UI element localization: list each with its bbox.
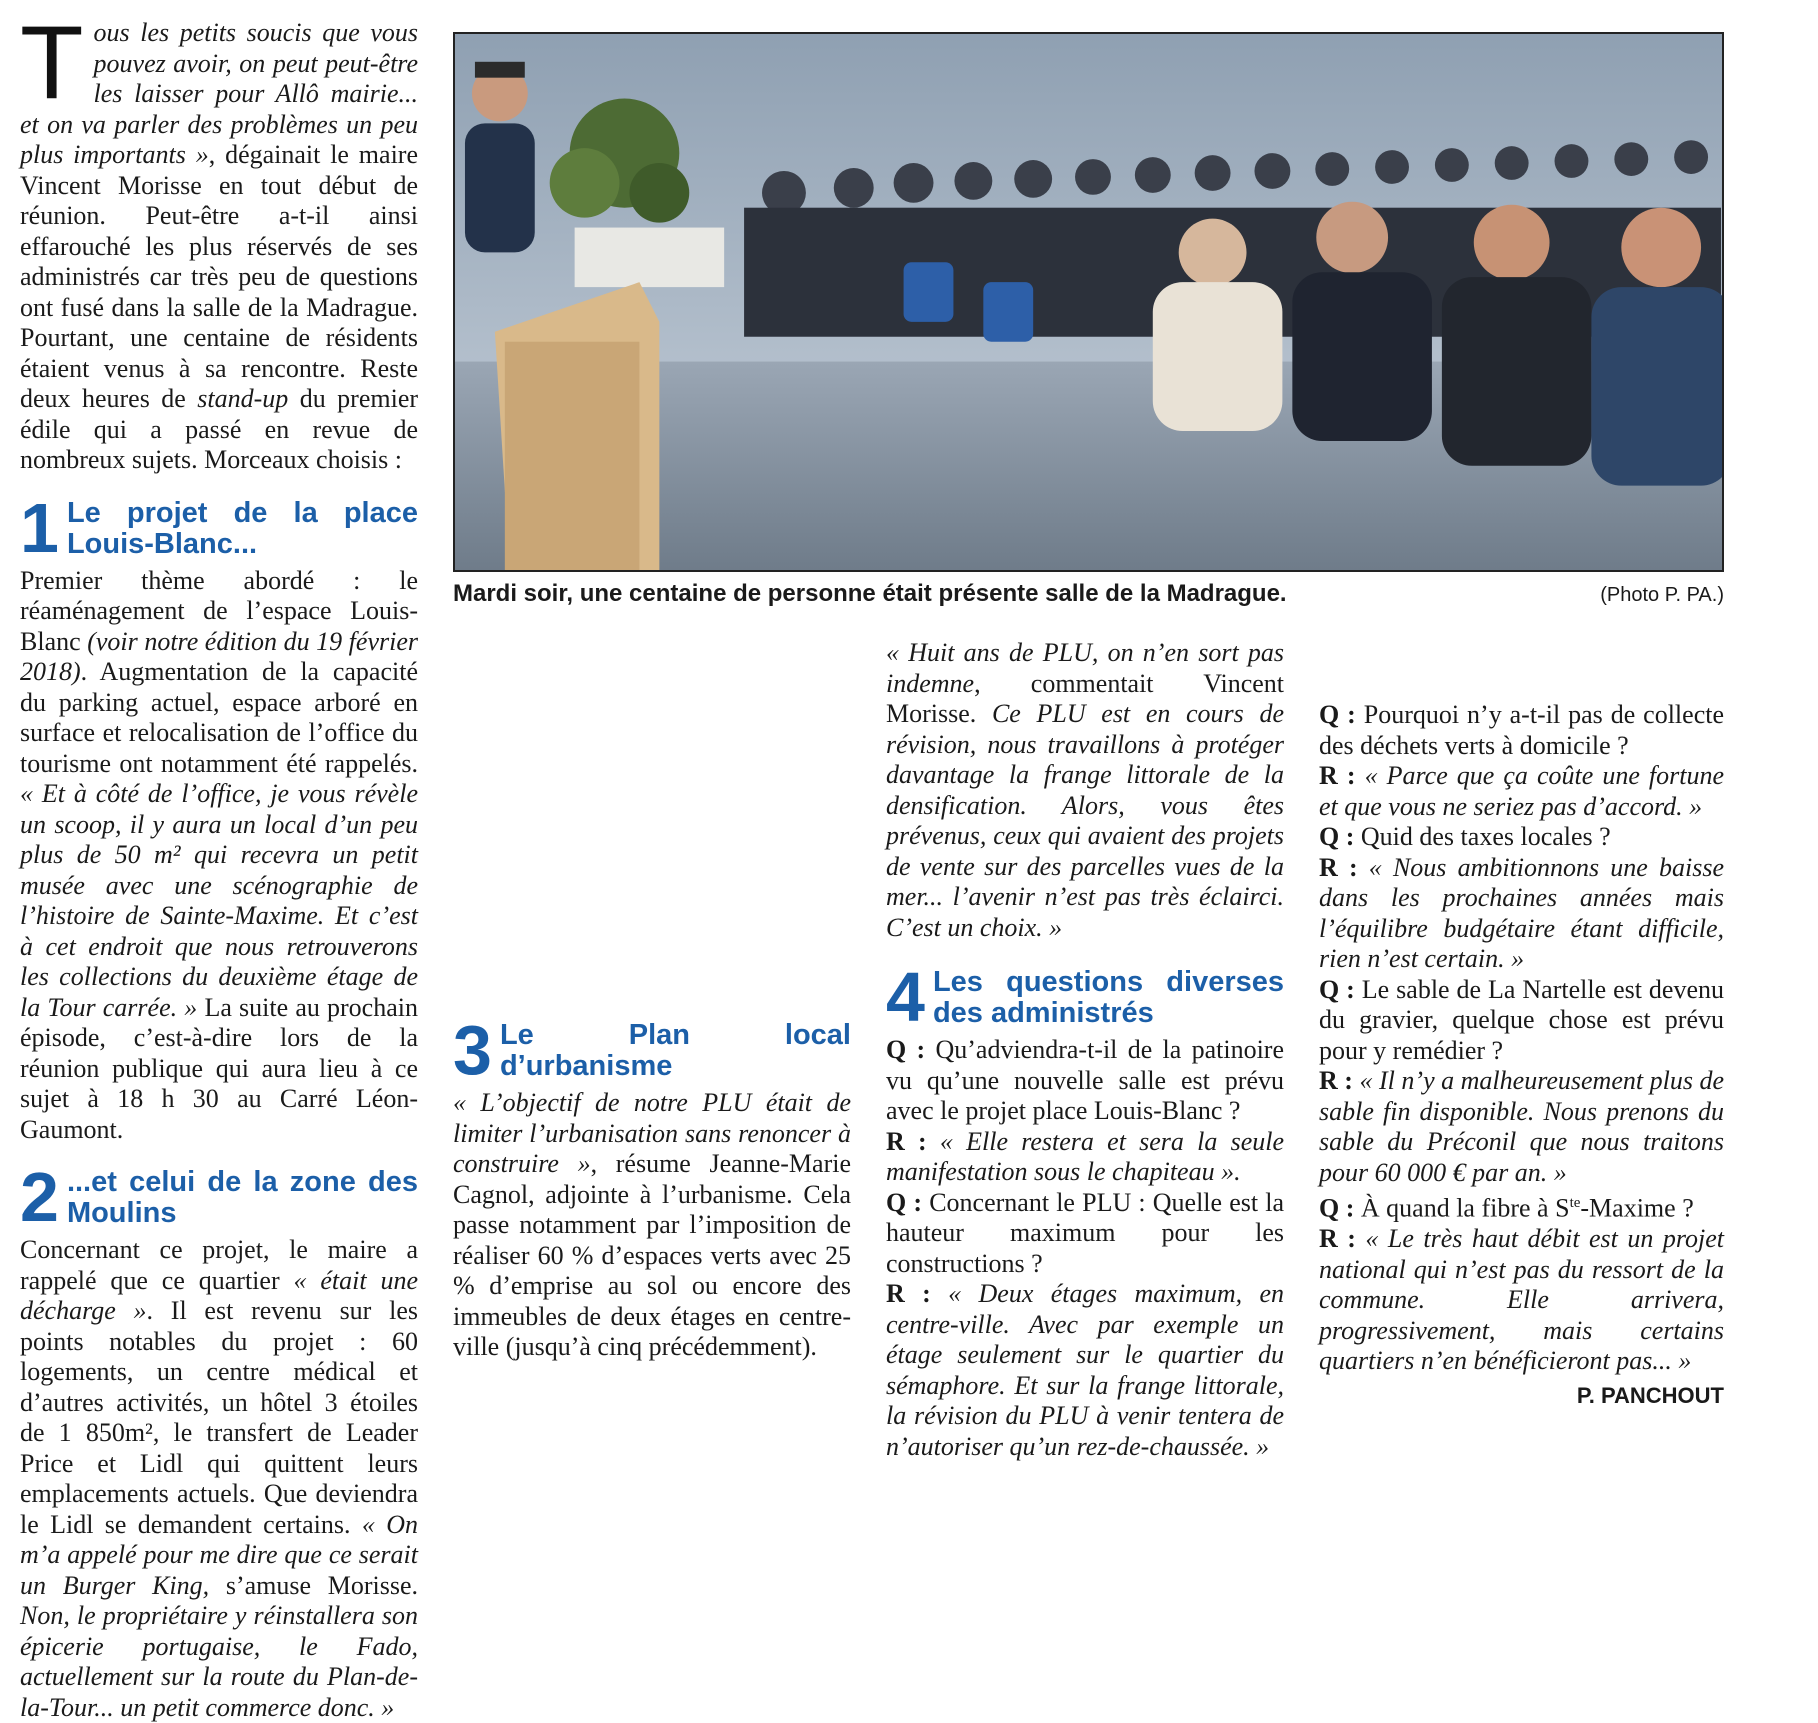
qa-2-question: Q : Concernant le PLU : Quelle est la hauteur maximum pour les constructions ? — [886, 1187, 1285, 1278]
section-1-number: 1 — [20, 488, 59, 567]
section-2-title: ...et celui de la zone des Moulins — [66, 1166, 418, 1229]
column-4 — [1319, 638, 1724, 1411]
drop-cap: T — [20, 5, 84, 121]
qa-1-answer: R : « Elle restera et sera la seule manifestation sous le chapiteau ». — [886, 1126, 1285, 1186]
section-3-body: « L’objectif de notre PLU était de limiter l’urbanisation sans renoncer à construire », résume Jeanne-Marie Cagnol, adjointe à l’urbanisme. Cela passe notamment par l’imposition de réaliser 60 % d’espaces verts avec 25 % d’emprise au sol ou encore des immeubles de deux étages en centre-ville (jusqu’à cinq précédemment). — [453, 1088, 851, 1361]
qa-3-question: Q : Pourquoi n’y a-t-il pas de collecte des déchets verts à domicile ? — [1319, 700, 1724, 760]
photo-caption — [453, 580, 1724, 608]
intro-paragraph: Tous les petits soucis que vous pouvez avoir, on peut peut-être les laisser pour Allô mairie... et on va parler des problèmes un peu plus importants », dégainait le maire Vincent Morisse en tout début de réunion. Peut-être a-t-il ainsi effarouché les plus réservés de ses administrés car très peu de questions ont fusé dans la salle de la Madrague. Pourtant, une centaine de résidents étaient venus à sa rencontre. Reste deux heures de stand-up du premier édile qui a passé en revue de nombreux sujets. Morceaux choisis : — [20, 5, 419, 474]
photo-credit: (Photo P. PA.) — [1600, 584, 1724, 606]
audience-photo-illustration — [455, 34, 1722, 570]
section-2-heading — [20, 1158, 418, 1236]
section-2-body-start: Concernant ce projet, le maire a rappelé que ce quartier « était une décharge ». Il est revenu sur les points notables du projet : 60 logements, un centre médical et d’autres activités, un hôtel 3 étoiles de 1 850m², le transfert de Leader Price et Lidl qui quittent leurs emplacements actuels. Que deviendra le Lidl se demandent certains. « On m’a appelé pour me dire que ce serait un Burger King, s’amuse Morisse. Non, le propriétaire y réinstallera son épicerie portugaise, le Fado, actuellement sur la route du Plan-de-la-Tour... un petit commerce donc. » — [20, 1235, 418, 1722]
qa-4-answer: R : « Nous ambitionnons une baisse dans les prochaines années mais l’équilibre budgétaire étant difficile, rien n’est certain. » — [1319, 852, 1725, 973]
qa-6-question: Q : À quand la fibre à $S^{te}$-Maxime ? — [1319, 1193, 1694, 1223]
column-3 — [886, 638, 1284, 1462]
column-2 — [453, 638, 851, 1363]
section-4-heading — [886, 958, 1284, 1036]
qa-3-answer: R : « Parce que ça coûte une fortune et que vous ne seriez pas d’accord. » — [1319, 761, 1725, 821]
section-1-body: Premier thème abordé : le réaménagement de l’espace Louis-Blanc (voir notre édition du 19 février 2018). Augmentation de la capacité du parking actuel, espace arboré en surface et relocalisation de l’office du tourisme ont notamment été rappelés. « Et à côté de l’office, je vous révèle un scoop, il y aura un local d’un peu plus de 50 m² qui recevra un petit musée avec une scénographie de l’histoire de Sainte-Maxime. Et c’est à cet endroit que nous retrouverons les collections du deuxième étage de la Tour carrée. » La suite au prochain épisode, c’est-à-dire lors de la réunion publique qui aura lieu à ce sujet à 18 h 30 au Carré Léon-Gaumont. — [20, 565, 418, 1144]
qa-5-question: Q : Le sable de La Nartelle est devenu du gravier, quelque chose est prévu pour y remédier ? — [1319, 974, 1724, 1065]
section-3-title: Le Plan local d’urbanisme — [499, 1019, 851, 1082]
section-1-heading — [20, 488, 418, 567]
meeting-photo — [453, 32, 1724, 572]
section-4-title: Les questions diverses des administrés — [932, 966, 1284, 1029]
section-1-title: Le projet de la place Louis-Blanc... — [66, 496, 418, 560]
author-signature: P. PANCHOUT — [1576, 1382, 1724, 1408]
section-2-number: 2 — [20, 1158, 59, 1236]
qa-1-question: Q : Qu’adviendra-t-il de la patinoire vu qu’une nouvelle salle est prévu avec le projet place Louis-Blanc ? — [886, 1035, 1285, 1125]
section-3-quote: « Huit ans de PLU, on n’en sort pas indemne, commentait Vincent Morisse. Ce PLU est en cours de révision, nous travaillons à protéger davantage la frange littorale de la densification. Alors, vous êtes prévenus, ceux qui avaient des projets de vente sur des parcelles vues de la mer... l’avenir n’est pas très éclairci. C’est un choix. » — [886, 638, 1284, 942]
qa-6-answer: R : « Le très haut débit est un projet national qui n’est pas du ressort de la commune. Elle arrivera, progressivement, mais certains quartiers n’en bénéficieront pas... » — [1319, 1224, 1725, 1376]
caption-text: Mardi soir, une centaine de personne était présente salle de la Madrague. — [453, 580, 1287, 607]
qa-5-answer: R : « Il n’y a malheureusement plus de sable fin disponible. Nous prenons du sable du Préconil que nous traitons pour 60 000 € par an. » — [1319, 1066, 1725, 1187]
section-4-number: 4 — [886, 958, 925, 1036]
column-1 — [20, 5, 419, 1723]
section-3-number: 3 — [453, 1011, 492, 1089]
qa-2-answer: R : « Deux étages maximum, en centre-ville. Avec par exemple un étage seulement sur le quartier du sémaphore. Et sur la frange littorale, la révision du PLU à venir tentera de n’autoriser qu’un rez-de-chaussée. » — [886, 1279, 1284, 1461]
qa-4-question: Q : Quid des taxes locales ? — [1319, 822, 1611, 851]
section-3-heading — [453, 1011, 851, 1089]
